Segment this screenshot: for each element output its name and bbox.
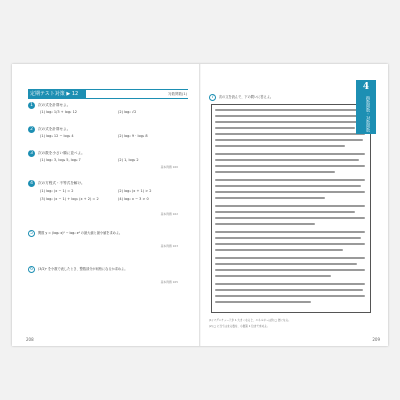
section-header: [28, 89, 188, 99]
left-page: [12, 64, 199, 346]
problem-item: (1) log₃ 12 − log₃ 4: [40, 134, 74, 138]
problem-3: [28, 150, 188, 176]
problem-number-badge: 2: [28, 126, 35, 133]
problem-stem: 次の方程式・不等式を解け。: [38, 181, 85, 185]
question-line-2: (2) □ に当てはまる数を、小数第 1 位まで求めよ。: [209, 325, 270, 328]
problem-number-badge: 6: [28, 266, 35, 273]
reference-label: 基本例題 165: [160, 280, 178, 284]
chapter-label: 指数関数・対数関数: [366, 96, 371, 132]
question-line-1: (1) マグニチュードが 1 大きくなると、エネルギーは約 □ 倍になる。: [209, 319, 291, 322]
problem-2: [28, 126, 188, 144]
problem-stem: 次の文を読んで、下の問いに答えよ。: [219, 95, 274, 99]
reading-passage-box: [211, 104, 371, 313]
chapter-number: 4: [362, 82, 370, 92]
problem-7-header: [209, 94, 379, 104]
problem-stem: 関数 y = (log₂ x)² − log₂ x⁴ の最大値と最小値を求めよ。: [38, 231, 123, 235]
problem-item: (3) log₂ (x − 1) + log₂ (x + 2) = 2: [40, 197, 99, 201]
problem-number-badge: 5: [28, 230, 35, 237]
problem-item: (4) log₂ x − 3 > 0: [118, 197, 149, 201]
problem-stem: 次の式を計算せよ。: [38, 103, 71, 107]
problem-item: (2) log₂ 9 · log₃ 8: [118, 134, 148, 138]
problem-number-badge: 4: [28, 180, 35, 187]
problem-number-badge: 3: [28, 150, 35, 157]
problem-stem: 次の数を小さい順に並べよ。: [38, 151, 85, 155]
book-spread: [12, 64, 388, 346]
problem-item: (2) 1, log₃ 2: [118, 158, 139, 162]
problem-stem: (3/2)ⁿ を小数で表したとき、整数部分が何桁になるか求めよ。: [38, 267, 128, 271]
chapter-tab: [356, 80, 376, 134]
problem-item: (1) log₂ (x − 1) = 2: [40, 189, 74, 193]
page-number-left: 208: [26, 337, 34, 342]
problem-5: [28, 230, 188, 256]
problem-number-badge: 1: [28, 102, 35, 109]
reference-label: 基本例題 160: [160, 165, 178, 169]
page-number-right: 209: [372, 337, 380, 342]
problem-item: (2) log₂ √2: [118, 110, 137, 114]
problem-1: [28, 102, 188, 122]
problem-6: [28, 266, 188, 292]
problem-number-badge: 7: [209, 94, 216, 101]
problem-item: (1) log₂ 3, log₄ 5, log₈ 7: [40, 158, 81, 162]
reference-label: 基本例題 162: [160, 212, 178, 216]
problem-4: [28, 180, 188, 222]
problem-stem: 次の式を計算せよ。: [38, 127, 71, 131]
section-topic: 対数関数(1): [168, 92, 187, 96]
section-label: 定期テスト対策 ▶ 12: [28, 90, 86, 98]
reference-label: 基本例題 163: [160, 244, 178, 248]
problem-item: (2) log₃ (x + 1) > 2: [118, 189, 152, 193]
problem-item: (1) log₂ 1/3 + log₂ 12: [40, 110, 78, 114]
